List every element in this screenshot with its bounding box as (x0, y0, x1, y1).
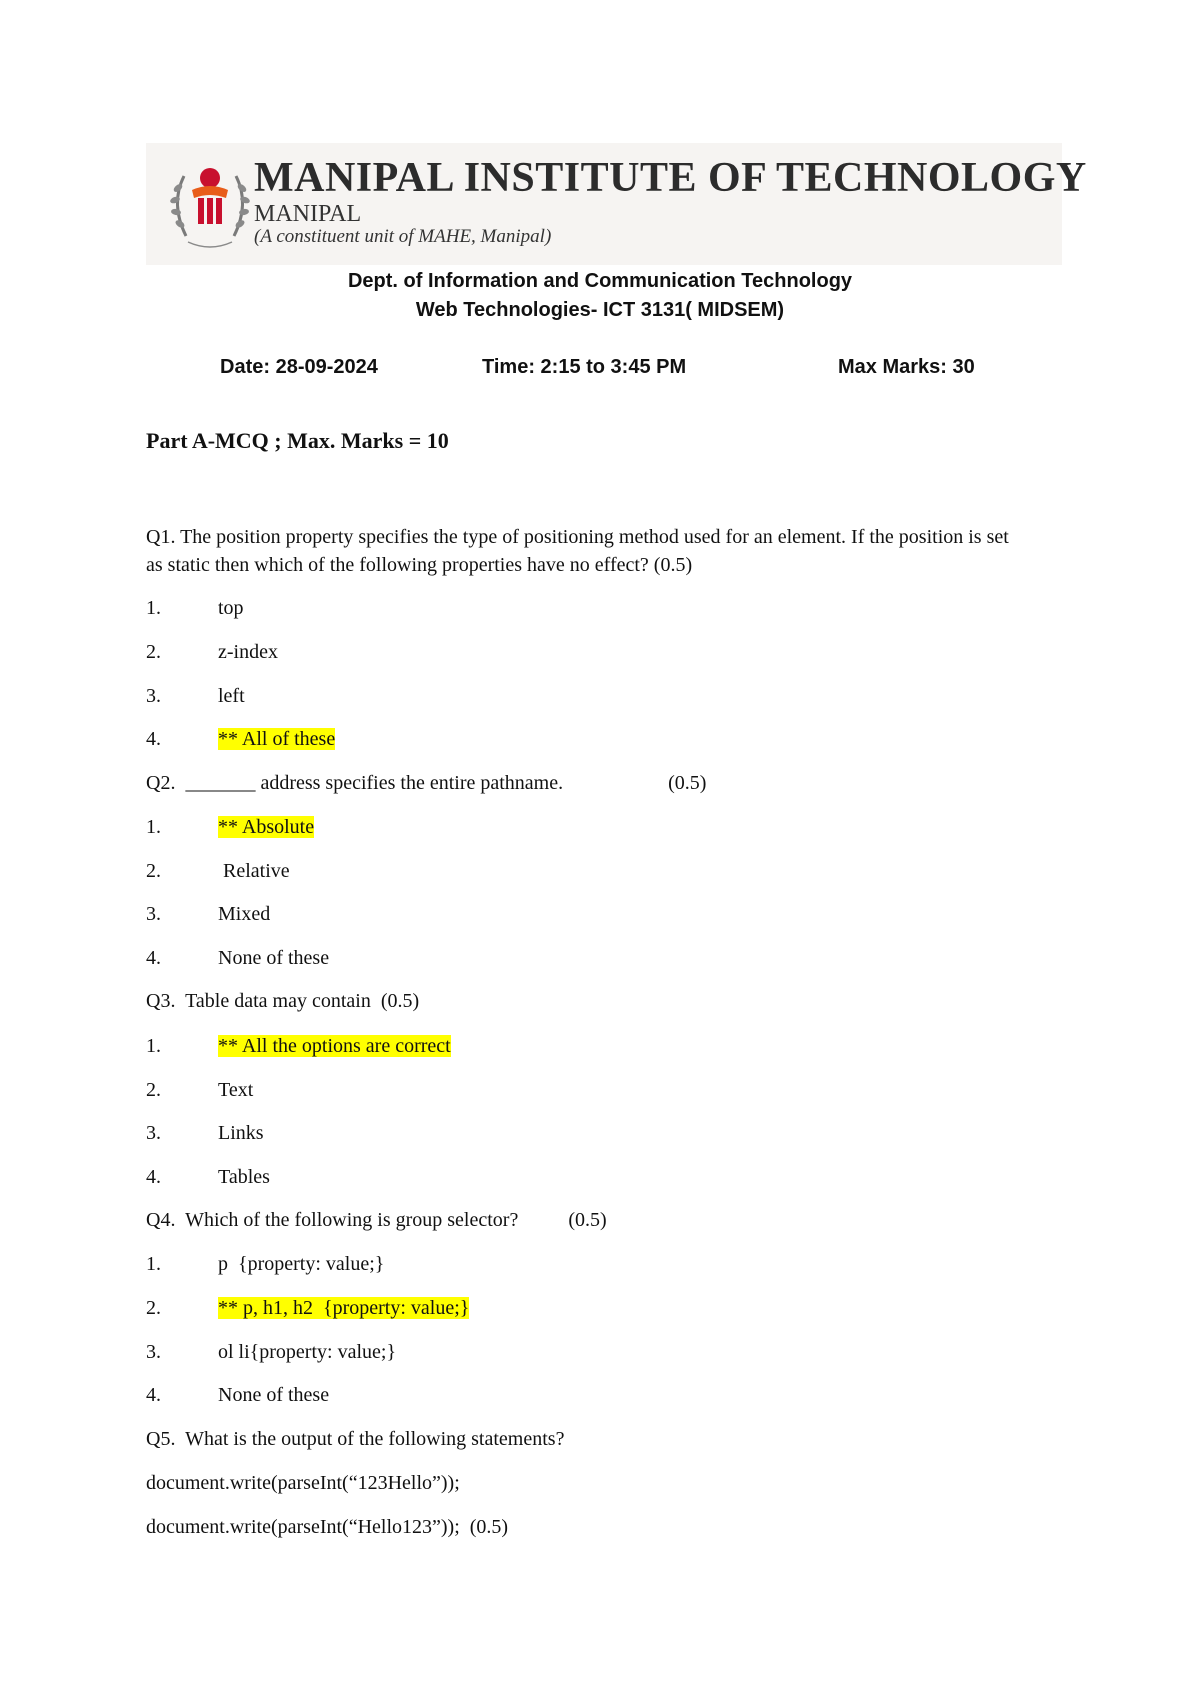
highlighted-answer: ** All the options are correct (218, 1035, 451, 1057)
option-text: None of these (218, 1384, 330, 1406)
course-title: Web Technologies- ICT 3131( MIDSEM) (415, 299, 785, 321)
code-line: document.write(parseInt(“123Hello”)); (146, 1472, 460, 1494)
option-number: 4. (146, 728, 161, 750)
option-number: 3. (146, 1122, 161, 1144)
option-number: 4. (146, 1166, 161, 1188)
question-1: Q1. The position property specifies the type of positioning method used for an element. If the position is set as static then which of the following properties have no effect? (0.5) (146, 526, 1009, 576)
option-number: 2. (146, 1297, 161, 1319)
option-text: Text (218, 1079, 254, 1101)
option-number: 2. (146, 1079, 161, 1101)
option-number: 1. (146, 597, 161, 619)
question-4: Q4. Which of the following is group selector? (0.5) (146, 1209, 607, 1231)
option-text: left (218, 685, 245, 707)
code-line: document.write(parseInt(“Hello123”)); (0.5) (146, 1516, 509, 1538)
option-number: 2. (146, 641, 161, 663)
part-a-title: Part A-MCQ ; Max. Marks = 10 (146, 428, 449, 453)
department-title: Dept. of Information and Communication Technology (347, 270, 853, 292)
question-2: Q2. _______ address specifies the entire pathname. (0.5) (146, 772, 707, 794)
option-number: 3. (146, 903, 161, 925)
question-3: Q3. Table data may contain (0.5) (146, 990, 420, 1012)
institute-logo (164, 156, 256, 252)
question-5: Q5. What is the output of the following statements? (146, 1428, 565, 1450)
option-number: 1. (146, 816, 161, 838)
institute-subtitle: (A constituent unit of MAHE, Manipal) (254, 226, 552, 247)
option-number: 1. (146, 1253, 161, 1275)
highlighted-answer: ** All of these (218, 728, 336, 750)
option-text: z-index (218, 641, 278, 663)
option-text: top (218, 597, 244, 619)
option-number: 2. (146, 860, 161, 882)
highlighted-answer: ** Absolute (218, 816, 315, 838)
option-text: Tables (218, 1166, 270, 1188)
option-number: 4. (146, 1384, 161, 1406)
highlighted-answer: ** p, h1, h2 {property: value;} (218, 1297, 470, 1319)
option-text: ol li{property: value;} (218, 1341, 397, 1363)
option-number: 4. (146, 947, 161, 969)
option-number: 1. (146, 1035, 161, 1057)
exam-time: Time: 2:15 to 3:45 PM (482, 356, 687, 378)
option-text: p {property: value;} (218, 1253, 385, 1275)
option-text: Relative (218, 860, 290, 882)
option-text: Links (218, 1122, 264, 1144)
exam-date: Date: 28-09-2024 (220, 356, 378, 378)
exam-max-marks: Max Marks: 30 (838, 356, 975, 378)
institute-city: MANIPAL (254, 201, 362, 227)
option-number: 3. (146, 1341, 161, 1363)
option-number: 3. (146, 685, 161, 707)
option-text: None of these (218, 947, 330, 969)
institute-name: MANIPAL INSTITUTE OF TECHNOLOGY (254, 155, 1087, 201)
option-text: Mixed (218, 903, 271, 925)
